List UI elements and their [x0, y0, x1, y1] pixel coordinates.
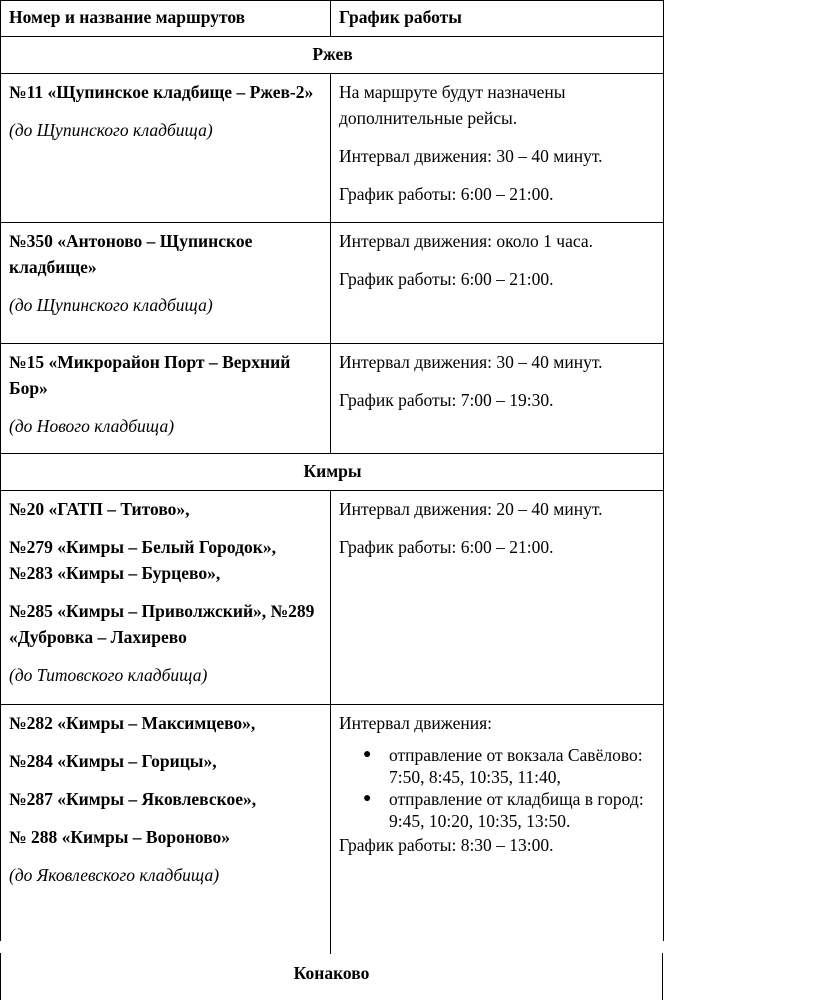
route-name: № 288 «Кимры – Вороново»: [9, 827, 231, 847]
schedule-cell: [331, 74, 664, 223]
schedule-interval: Интервал движения: 30 – 40 минут.: [339, 352, 603, 372]
header-row: [1, 1, 664, 37]
schedule-interval: Интервал движения: около 1 часа.: [339, 231, 593, 251]
section-title-konakovo: Конаково: [0, 953, 663, 1000]
section-row-rzhev: [1, 37, 664, 74]
table-row: [1, 344, 664, 454]
table-row: [1, 705, 664, 941]
route-destination: (до Яковлевского кладбища): [9, 865, 220, 885]
section-row-kimry: [1, 454, 664, 491]
table-row: [1, 74, 664, 223]
departure-text: отправление от кладбища в город: 9:45, 10:20, 10:35, 13:50.: [389, 789, 644, 831]
route-cell: [1, 223, 331, 344]
route-name: №15 «Микрорайон Порт – Верхний Бор»: [9, 352, 291, 398]
schedule-hours: График работы: 8:30 – 13:00.: [339, 835, 554, 855]
schedule-interval: Интервал движения: 20 – 40 минут.: [339, 499, 603, 519]
route-name: №284 «Кимры – Горицы»,: [9, 751, 217, 771]
schedule-interval: Интервал движения: 30 – 40 минут.: [339, 146, 603, 166]
bullet-icon: ●: [363, 791, 372, 806]
column-divider: [330, 940, 331, 954]
section-title-kimry: Кимры: [1, 454, 664, 491]
schedule-cell: [331, 344, 664, 454]
route-cell: [1, 491, 331, 705]
route-destination: (до Щупинского кладбища): [9, 120, 213, 140]
route-cell: [1, 705, 331, 941]
table-row: [1, 491, 664, 705]
schedule-hours: График работы: 6:00 – 21:00.: [339, 269, 554, 289]
schedule-cell: [331, 705, 664, 941]
route-name: №285 «Кимры – Приволжский», №289 «Дубровка – Лахирево: [9, 601, 315, 647]
departure-list: [339, 744, 656, 832]
route-name: №11 «Щупинское кладбище – Ржев-2»: [9, 82, 314, 102]
route-cell: [1, 74, 331, 223]
route-destination: (до Титовского кладбища): [9, 665, 208, 685]
schedule-cell: [331, 223, 664, 344]
schedule-note: На маршруте будут назначены дополнительные рейсы.: [339, 82, 566, 128]
route-cell: [1, 344, 331, 454]
section-title-rzhev: Ржев: [1, 37, 664, 74]
departure-text: отправление от вокзала Савёлово: 7:50, 8:45, 10:35, 11:40,: [389, 745, 643, 787]
list-item: [363, 744, 656, 788]
table-row: [1, 223, 664, 344]
bullet-icon: ●: [363, 747, 372, 762]
header-routes: Номер и название маршрутов: [1, 1, 331, 37]
route-name: №20 «ГАТП – Титово»,: [9, 499, 190, 519]
schedule-hours: График работы: 6:00 – 21:00.: [339, 537, 554, 557]
route-name: №279 «Кимры – Белый Городок», №283 «Кимры – Бурцево»,: [9, 537, 276, 583]
route-name: №282 «Кимры – Максимцево»,: [9, 713, 256, 733]
list-item: [363, 788, 656, 832]
header-schedule: График работы: [331, 1, 664, 37]
route-name: №350 «Антоново – Щупинское кладбище»: [9, 231, 253, 277]
schedule-interval: Интервал движения:: [339, 713, 493, 733]
route-destination: (до Щупинского кладбища): [9, 295, 213, 315]
schedule-hours: График работы: 6:00 – 21:00.: [339, 184, 554, 204]
schedule-hours: График работы: 7:00 – 19:30.: [339, 390, 554, 410]
route-destination: (до Нового кладбища): [9, 416, 175, 436]
route-name: №287 «Кимры – Яковлевское»,: [9, 789, 257, 809]
schedule-cell: [331, 491, 664, 705]
